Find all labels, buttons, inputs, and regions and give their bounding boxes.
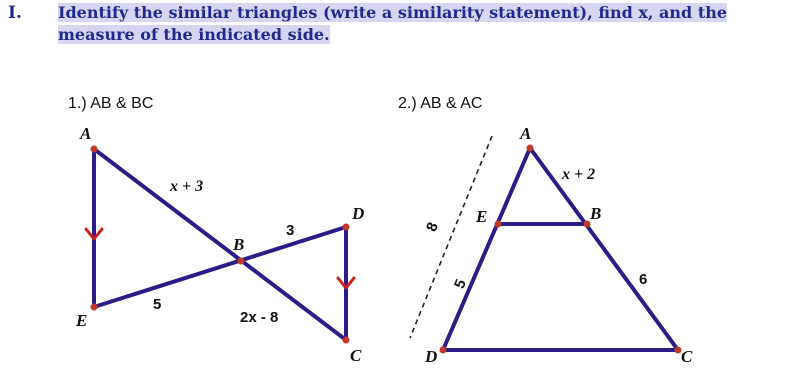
vertex-D-1 (343, 224, 350, 231)
point-label-B-1: B (233, 235, 245, 254)
vertex-A-2 (527, 145, 534, 152)
instruction-highlight: Identify the similar triangles (write a similarity statement), find x, and the measure of the indicated side. (58, 3, 728, 44)
measure-AB-2: x + 2 (562, 166, 596, 183)
point-label-D-1: D (352, 204, 365, 223)
dashed-brace-AD (410, 136, 492, 338)
point-label-C-1: C (350, 346, 362, 365)
segment-AD (443, 148, 530, 350)
section-number: I. (8, 3, 22, 23)
vertex-B-1 (238, 258, 245, 265)
segment-AC-2 (530, 148, 678, 350)
point-label-C-2: C (681, 347, 693, 366)
point-label-B-2: B (590, 204, 602, 223)
problem-2-label: 2.) AB & AC (398, 95, 483, 112)
measure-BC-2: 6 (639, 271, 648, 288)
point-label-E-1: E (76, 311, 88, 330)
point-label-D-2: D (425, 347, 438, 366)
segment-ED (94, 227, 346, 307)
vertex-C-1 (343, 337, 350, 344)
measure-ED-2: 5 (451, 276, 470, 292)
vertex-A-1 (91, 146, 98, 153)
segment-AC (94, 149, 346, 340)
vertex-E-1 (91, 304, 98, 311)
point-label-E-2: E (476, 207, 488, 226)
point-label-A-1: A (80, 124, 92, 143)
measure-AB-1: x + 3 (170, 178, 204, 195)
measure-EB-1: 5 (153, 296, 162, 313)
measure-AD-2: 8 (423, 219, 442, 235)
vertex-D-2 (440, 347, 447, 354)
measure-BC-1: 2x - 8 (240, 309, 279, 326)
figure-1 (75, 124, 364, 365)
measure-BD-1: 3 (286, 222, 295, 239)
vertex-E-2 (495, 221, 502, 228)
point-label-A-2: A (520, 124, 532, 143)
figure-2 (410, 124, 693, 366)
problem-1-label: 1.) AB & BC (68, 95, 154, 112)
